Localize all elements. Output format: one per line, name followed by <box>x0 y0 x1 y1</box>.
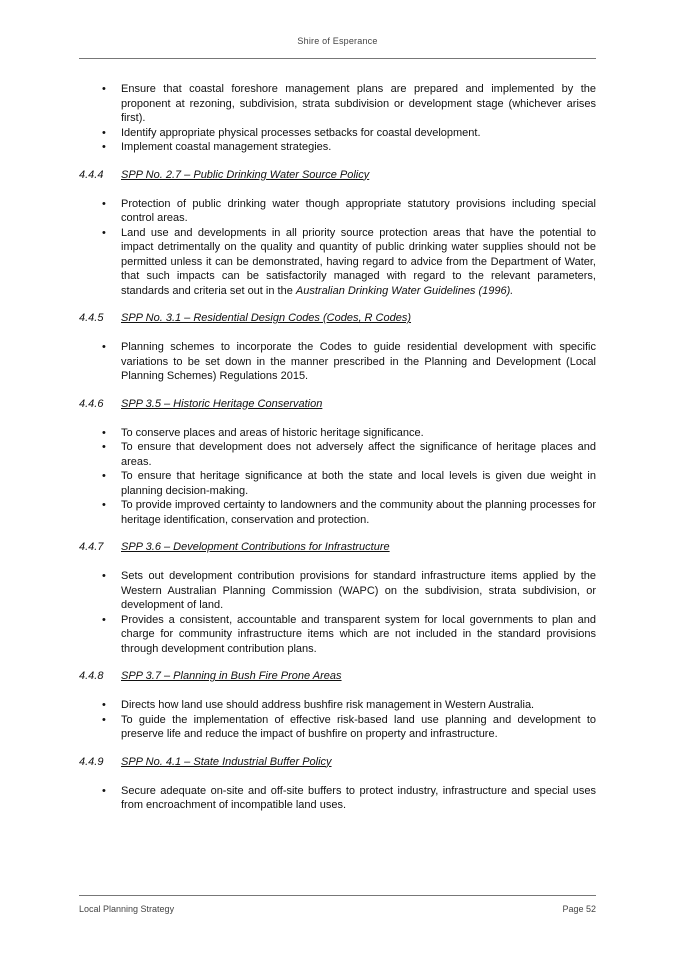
section-title: SPP No. 3.1 – Residential Design Codes (Codes, R Codes) <box>121 312 412 324</box>
list-item: • To ensure that development does not adversely affect the significance of heritage places and areas. <box>102 441 596 468</box>
guidelines-reference: Australian Drinking Water Guidelines (1996). <box>295 284 514 297</box>
section-bullet-list <box>79 784 596 813</box>
section-heading <box>79 168 596 183</box>
footer-page-number: Page 52 <box>562 904 596 914</box>
bullet-icon: • <box>102 441 106 453</box>
section-title: SPP No. 4.1 – State Industrial Buffer Policy <box>121 755 332 768</box>
section-title: SPP 3.7 – Planning in Bush Fire Prone Areas <box>121 670 342 682</box>
section-heading <box>79 311 596 326</box>
list-item: • Identify appropriate physical processes setbacks for coastal development. <box>102 126 481 139</box>
list-item: • Planning schemes to incorporate the Codes to guide residential development with specific variations to be set down in the manner prescribed in the Planning and Development (Local Planning Schemes) Regulations 2015. <box>102 341 596 382</box>
bullet-icon: • <box>102 226 106 239</box>
page-header-title: Shire of Esperance <box>297 36 378 46</box>
header-divider <box>79 58 596 59</box>
bullet-icon: • <box>102 141 106 153</box>
section-title: SPP 3.5 – Historic Heritage Conservation <box>121 397 323 410</box>
section-heading <box>79 669 596 684</box>
section-4-4-8 <box>79 669 596 742</box>
section-4-4-4 <box>79 168 596 299</box>
bullet-icon: • <box>102 341 106 353</box>
section-number: 4.4.7 <box>79 541 104 553</box>
bullet-icon: • <box>102 470 106 482</box>
list-item: • Protection of public drinking water though appropriate statutory provisions including special control areas. <box>102 197 596 224</box>
document-body <box>79 82 596 813</box>
bullet-icon: • <box>102 699 106 711</box>
section-title: SPP 3.6 – Development Contributions for Infrastructure <box>121 541 390 553</box>
section-bullet-list <box>79 426 596 528</box>
list-item: • Secure adequate on-site and off-site buffers to protect industry, infrastructure and special uses from encroachment of incompatible land uses. <box>102 784 596 811</box>
section-number: 4.4.9 <box>79 755 104 768</box>
list-item: • Land use and developments in all priority source protection areas that have the potential to impact detrimentally on the quality and quantity of public drinking water supplies should not be permitted unless it can be demonstrated, having regard to advice from the Department of Water, that such impacts can be satisfactorily managed with regard to the relevant parameters, standards and criteria set out in the Australian Drinking Water Guidelines (1996). <box>102 226 596 297</box>
list-item: • To ensure that heritage significance at both the state and local levels is given due weight in planning decision-making. <box>102 470 596 497</box>
section-4-4-6 <box>79 397 596 528</box>
section-number: 4.4.8 <box>79 670 104 682</box>
section-bullet-list <box>79 569 596 656</box>
section-title: SPP No. 2.7 – Public Drinking Water Source Policy <box>121 168 370 181</box>
list-item: • Ensure that coastal foreshore management plans are prepared and implemented by the proponent at rezoning, subdivision, strata subdivision or development stage (whichever arises first). <box>102 83 596 124</box>
section-number: 4.4.4 <box>79 168 104 181</box>
bullet-icon: • <box>102 613 106 626</box>
bullet-icon: • <box>102 126 106 139</box>
section-heading <box>79 755 596 770</box>
list-item: • To conserve places and areas of historic heritage significance. <box>102 426 424 439</box>
bullet-icon: • <box>102 83 106 95</box>
section-heading <box>79 397 596 412</box>
section-heading <box>79 540 596 555</box>
bullet-icon: • <box>102 713 106 726</box>
bullet-icon: • <box>102 499 106 511</box>
section-4-4-7 <box>79 540 596 656</box>
list-item: • Sets out development contribution provisions for standard infrastructure items applied by the Western Australian Planning Commission (WAPC) on the subdivision, strata subdivision, or development of land. <box>102 570 596 611</box>
section-number: 4.4.6 <box>79 397 104 410</box>
section-bullet-list <box>79 698 596 742</box>
footer-document-title: Local Planning Strategy <box>79 904 175 914</box>
bullet-icon: • <box>102 197 106 210</box>
list-item: • To provide improved certainty to landowners and the community about the planning processes for heritage identification, conservation and protection. <box>102 499 596 526</box>
bullet-icon: • <box>102 426 106 439</box>
list-item: • Directs how land use should address bushfire risk management in Western Australia. <box>102 699 535 711</box>
bullet-icon: • <box>102 784 106 797</box>
section-number: 4.4.5 <box>79 312 104 324</box>
bullet-icon: • <box>102 570 106 582</box>
list-item: • To guide the implementation of effective risk-based land use planning and development to preserve life and reduce the impact of bushfire on property and infrastructure. <box>102 713 596 740</box>
section-bullet-list <box>79 340 596 384</box>
footer-divider <box>79 895 596 896</box>
section-4-4-5 <box>79 311 596 384</box>
list-item: • Implement coastal management strategies. <box>102 141 332 153</box>
intro-bullet-list <box>79 82 596 155</box>
section-bullet-list <box>79 197 596 299</box>
section-4-4-9 <box>79 755 596 813</box>
list-item: • Provides a consistent, accountable and transparent system for local governments to plan and charge for community infrastructure items which are not included in the standard provisions through development contribution plans. <box>102 613 596 655</box>
